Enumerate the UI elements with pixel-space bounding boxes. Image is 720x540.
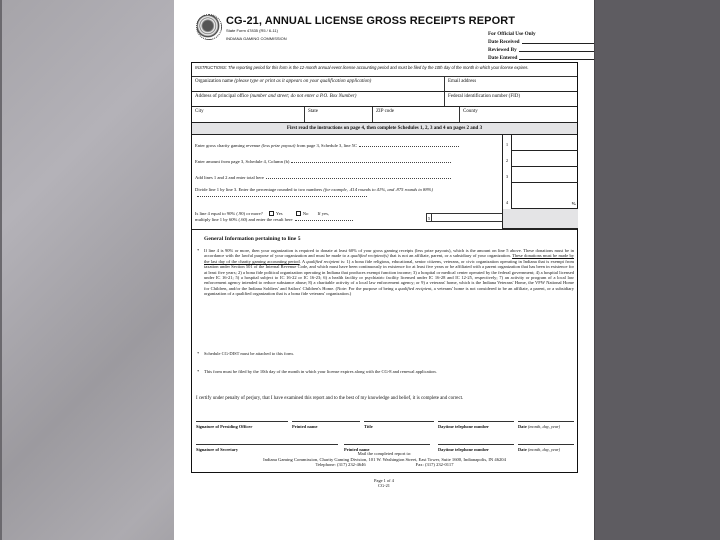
mailing-info [192, 451, 577, 468]
official-field-reviewed-by: Reviewed By [488, 46, 594, 54]
line-5-label: Is line 4 equal to 90% (.90) or more? Yes No If yes, multiply line 1 by 60% (.60) and enter the result here [195, 211, 430, 222]
general-info-bullet-2: * Schedule CG-DIST must be attached to this form. [197, 351, 294, 356]
instructions-text: INSTRUCTIONS: The reporting period for this form is the 12-month annual event license accounting period and must be filed by the 10th day of the month in which your license expires. [192, 63, 577, 77]
printed-name-field-1[interactable]: Printed name [292, 421, 360, 429]
line-1-number: 1 [502, 135, 512, 151]
official-use-block [488, 30, 594, 62]
form-box [191, 62, 578, 473]
schedules-banner: First read the instructions on page 4, then complete Schedules 1, 2, 3 and 4 on pages 2 and 3 [192, 123, 577, 135]
agency-name: INDIANA GAMING COMMISSION [226, 36, 287, 41]
window-edge [0, 0, 2, 540]
line-5-number: 5 [426, 213, 432, 222]
line-4-label: Divide line 1 by line 3. Enter the percentage rounded to two numbers (for example, .414 rounds to 41%, and .875 rounds to 88%) [195, 187, 495, 198]
form-id: CG-21 [378, 483, 390, 489]
page-footer [174, 478, 594, 489]
line-5-amount-field[interactable] [432, 213, 502, 222]
mail-address: Indiana Gaming Commission, Charity Gaming Division, 101 W. Washington Street, East Tower, Suite 1600, Indianapolis, IN 46204 [263, 456, 506, 462]
side-panel [594, 0, 720, 540]
org-row [192, 77, 577, 92]
city-field[interactable]: City [192, 107, 305, 122]
shaded-block [502, 209, 578, 229]
official-field-date-received: Date Received [488, 38, 594, 46]
location-row [192, 107, 577, 123]
line-4-number: 4 [502, 183, 512, 209]
general-info-bullet-3: * This form must be filed by the 10th day of the month in which your license expires along with the CG-8 and renewal application. [197, 369, 437, 374]
title-field[interactable]: Title [364, 421, 434, 429]
official-field-date-entered: Date Entered [488, 54, 594, 62]
daytime-phone-field-2[interactable]: Daytime telephone number [438, 444, 514, 452]
mail-fax: Fax: (317) 232-0117 [415, 462, 454, 468]
line-1-label: Enter gross charity gaming revenue (less prize payout) from page 3, Schedule 3, line 5C [195, 143, 495, 149]
email-field[interactable]: Email address [448, 79, 477, 84]
section-divider [192, 229, 577, 230]
county-field[interactable]: County [463, 109, 478, 114]
daytime-phone-field-1[interactable]: Daytime telephone number [438, 421, 514, 429]
line-2-label: Enter amount from page 3, Schedule 4, Column (b) [195, 159, 495, 165]
line-4-percent-field[interactable] [512, 183, 578, 209]
address-field[interactable]: Address of principal office (number and street; do not enter a P.O. Box Number) [192, 92, 445, 106]
general-info-bullet-1: * If line 4 is 90% or more, then your organization is required to donate at least 60% of your gross gaming receipts (less prize payouts), which is the amount on line 5 above. These donations must be in accordance with the lawful purpose of your organization and must be made to a qualified recipient(s) that is not an affiliate, parent, or a subsidiary of your organization. These donations must be made by the last day of the charity gaming accounting period. A qualified recipient is: 1) a bona fide religious, educational, senior citizens, veterans, or civic organization operating in Indiana that is exempt from taxation under Section 501 of the Internal Revenue Code, and which must have been continuously in existence for at least five years or be affiliated with a parent organization that has been in existence for at least five years; 2) a bona fide political organization operating in Indiana that produces exempt function income; 3) a hospital or medical center operated by the federal government; 4) a hospital licensed under IC 16-21; 5) a hospital subject to IC 16-22 or IC 16-23; 6) a health facility or psychiatric facility licensed under IC 16-28 and IC 12-25, respectively; 7) an activity or program of a local law enforcement agency intended to reduce substance abuse; 8) a charitable activity of a local law enforcement agency; or 9) a veterans' home, which is the Indiana Veterans' Home, the VFW National Home for Children, and/or the Indiana Soldiers' and Sailors' Children's Home. (Note: For the purpose of being a qualified recipient, a veterans' home is not considered to be an affiliate, a parent, or a subsidiary organization of a qualified organization that is a bona fide veterans' organization.) [197, 248, 574, 297]
line-2-amount-field[interactable] [512, 151, 578, 167]
state-seal-icon [196, 14, 222, 40]
general-info-heading: General Information pertaining to line 5 [204, 236, 301, 242]
line-3-amount-field[interactable] [512, 167, 578, 183]
signature-row-1 [196, 421, 574, 433]
line-3-number: 3 [502, 167, 512, 183]
bullet-icon: * [197, 369, 200, 374]
secretary-signature-field[interactable]: Signature of Secretary [196, 444, 338, 452]
line-3-label: Add lines 1 and 2 and enter total here [195, 175, 495, 181]
org-name-field[interactable]: Organization name (please type or print as it appears on your qualification application) [192, 77, 445, 91]
state-form-number: State Form 47835 (R5 / 6-11) [226, 28, 278, 33]
date-field-2[interactable]: Date (month, day, year) [518, 444, 574, 452]
zip-field[interactable]: ZIP code [373, 107, 460, 122]
address-row [192, 92, 577, 107]
mail-heading: Mail the completed report to: [357, 451, 412, 456]
bullet-icon: * [197, 248, 200, 253]
bullet-icon: * [197, 351, 200, 356]
line-1-amount-field[interactable] [512, 135, 578, 151]
line-2-number: 2 [502, 151, 512, 167]
percent-sign: % [571, 201, 576, 206]
certification-statement: I certify under penalty of perjury, that I have examined this report and to the best of my knowledge and belief, it is complete and correct. [196, 396, 464, 401]
fid-field[interactable]: Federal identification number (FID) [448, 94, 521, 99]
date-field-1[interactable]: Date (month, day, year) [518, 421, 574, 429]
document-page [174, 0, 594, 540]
printed-name-field-2[interactable]: Printed name [344, 444, 430, 452]
official-use-heading: For Official Use Only [488, 31, 536, 37]
state-field[interactable]: State [305, 107, 373, 122]
presiding-officer-signature-field[interactable]: Signature of Presiding Officer [196, 421, 288, 429]
mail-telephone: Telephone: (317) 232-4646 [315, 462, 366, 468]
form-title: CG-21, ANNUAL LICENSE GROSS RECEIPTS REPORT [226, 15, 516, 27]
page-number: Page 1 of 4 [374, 478, 394, 483]
